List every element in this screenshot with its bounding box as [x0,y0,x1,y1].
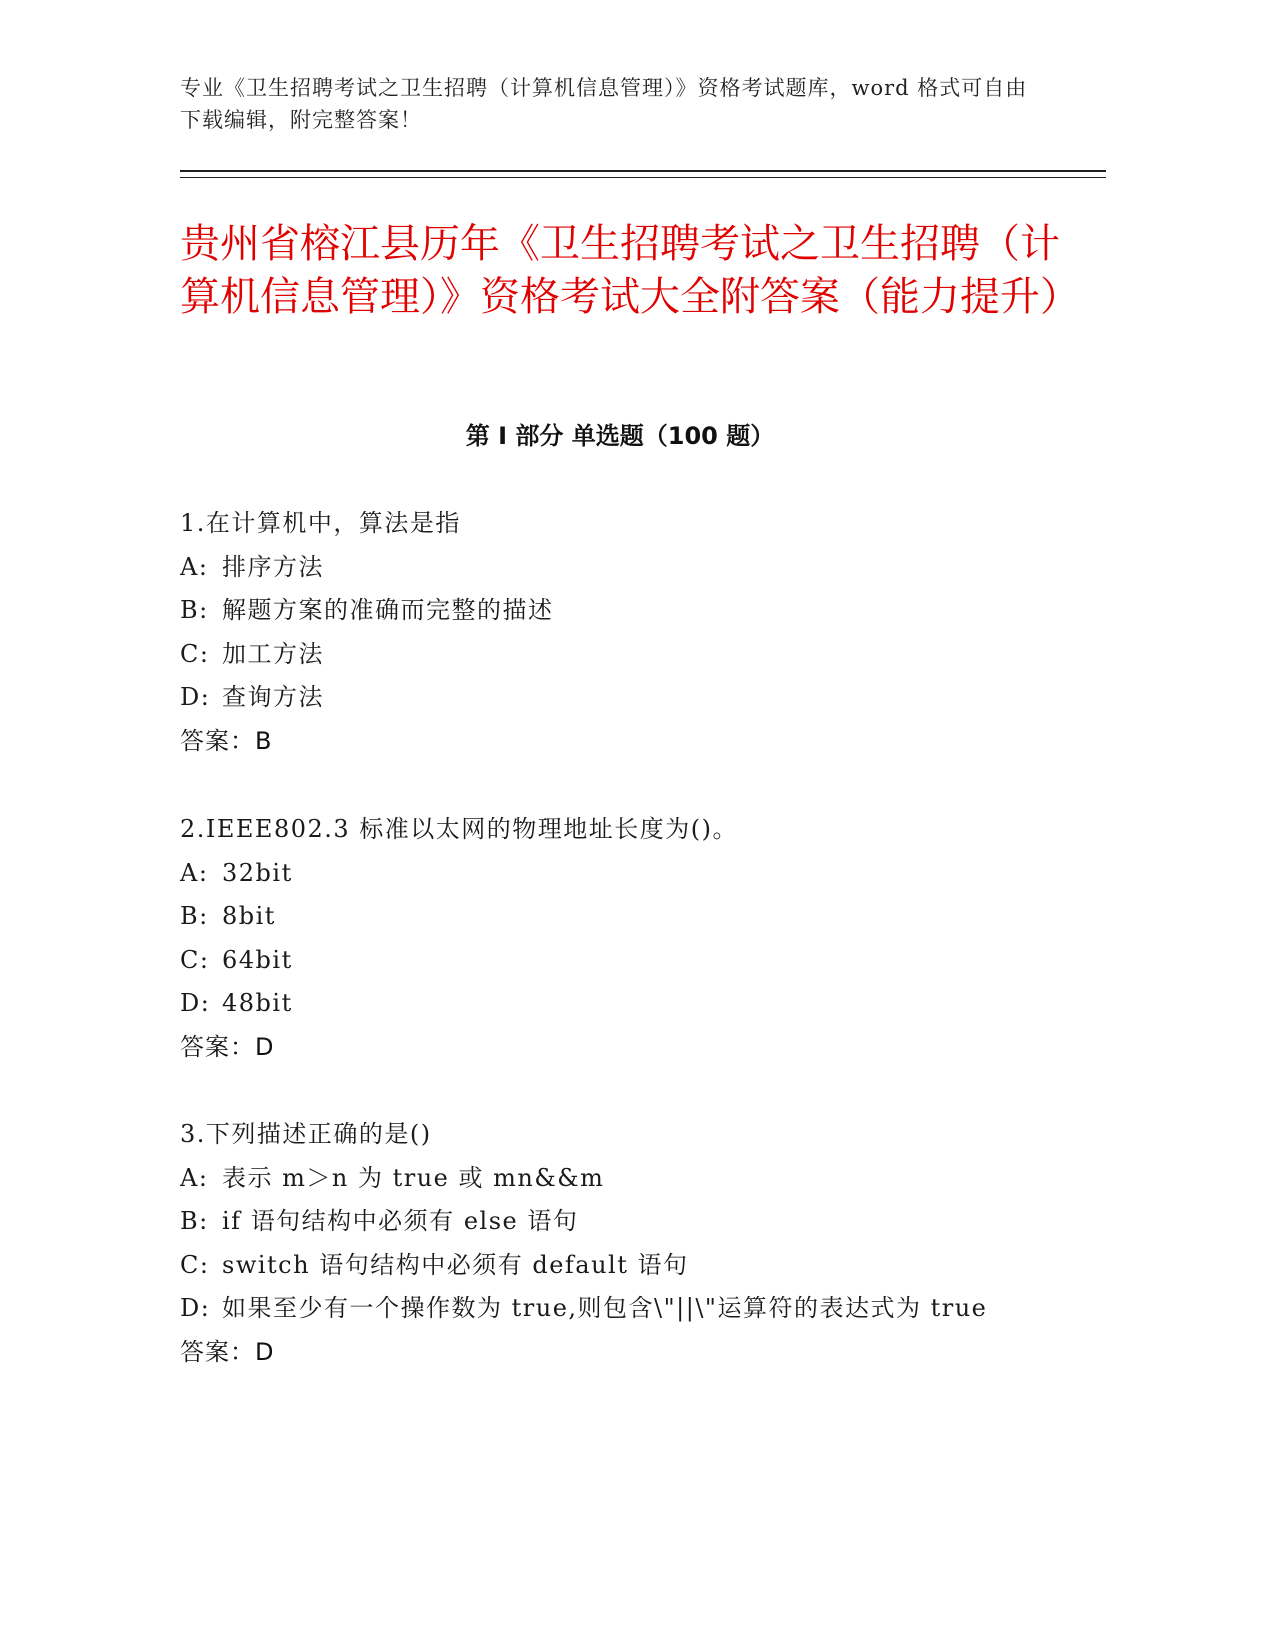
option-text: 解题方案的准确而完整的描述 [222,596,554,625]
option-text: 查询方法 [222,683,324,712]
section-heading: 第 I 部分 单选题（100 题） [465,422,775,450]
option-d [180,982,1060,1026]
header-rule-thick [180,170,1106,172]
option-letter: A: [180,1163,209,1192]
option-letter: B: [180,902,209,931]
option-a [180,1157,1060,1201]
option-text: 8bit [222,902,276,931]
option-letter: C: [180,639,210,668]
option-b [180,589,1060,633]
question-3 [180,1113,1060,1375]
option-c [180,633,1060,677]
option-letter: C: [180,1250,210,1279]
option-a [180,852,1060,896]
option-letter: D: [180,1294,211,1323]
option-b [180,1200,1060,1244]
option-text: 排序方法 [222,552,324,581]
option-text: 表示 m＞n 为 true 或 mn&&m [222,1163,605,1192]
option-letter: D: [180,683,211,712]
question-stem: 2.IEEE802.3 标准以太网的物理地址长度为()。 [180,815,738,843]
question-stem: 1.在计算机中，算法是指 [180,509,461,537]
question-2 [180,808,1060,1070]
option-letter: A: [180,858,209,887]
answer-line: 答案：D [180,1032,275,1061]
option-text: 64bit [222,945,293,974]
option-b [180,895,1060,939]
option-text: switch 语句结构中必须有 default 语句 [222,1250,689,1279]
document-title: 贵州省榕江县历年《卫生招聘考试之卫生招聘（计算机信息管理）》资格考试大全附答案（能力提升） [180,221,1080,320]
answer-line: 答案：D [180,1337,275,1366]
option-c [180,1244,1060,1288]
header-rule-thin [180,177,1106,178]
option-text: 48bit [222,989,293,1018]
option-letter: D: [180,989,211,1018]
answer-line: 答案：B [180,726,273,755]
option-a [180,546,1060,590]
option-d [180,676,1060,720]
option-text: 如果至少有一个操作数为 true,则包含\"||\"运算符的表达式为 true [222,1294,988,1323]
option-text: if 语句结构中必须有 else 语句 [222,1207,579,1236]
option-text: 加工方法 [222,639,324,668]
header-note: 专业《卫生招聘考试之卫生招聘（计算机信息管理）》资格考试题库，word 格式可自由下载编辑，附完整答案！ [180,76,1028,132]
option-d [180,1287,1000,1331]
option-c [180,939,1060,983]
option-letter: B: [180,1207,209,1236]
option-letter: A: [180,552,209,581]
option-letter: B: [180,596,209,625]
option-letter: C: [180,945,210,974]
question-1 [180,502,1060,764]
question-stem: 3.下列描述正确的是() [180,1120,432,1148]
option-text: 32bit [222,858,293,887]
